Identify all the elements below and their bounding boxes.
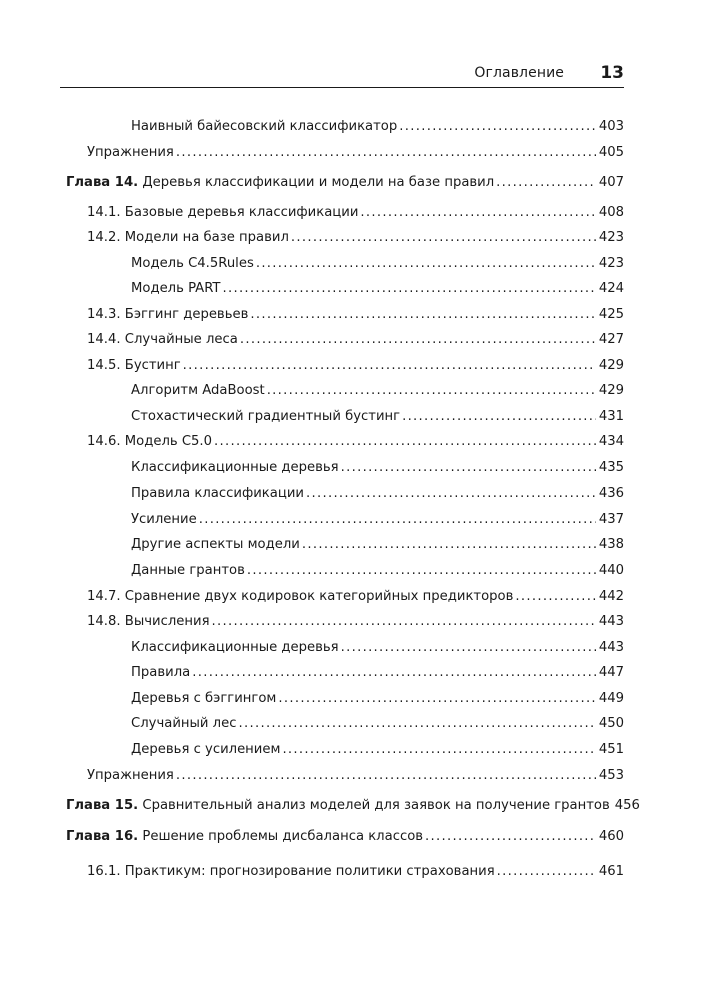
dot-leader xyxy=(497,864,596,880)
toc-entry-label xyxy=(131,383,265,399)
toc-entry-title: Другие аспекты модели xyxy=(131,537,300,552)
toc-entry[interactable] xyxy=(87,864,624,880)
toc-entry[interactable] xyxy=(66,175,624,191)
toc-entry-label xyxy=(87,434,212,450)
toc-entry-page: 434 xyxy=(598,434,624,449)
dot-leader xyxy=(341,460,596,476)
toc-entry-title: Стохастический градиентный бустинг xyxy=(131,409,401,424)
toc-entry-title: Модель C5.0 xyxy=(124,434,213,449)
toc-entry-title: Упражнения xyxy=(87,145,174,160)
toc-entry-label xyxy=(87,358,181,374)
toc-entry-title: Базовые деревья классификации xyxy=(124,205,359,220)
toc-entry-label xyxy=(87,864,495,880)
dot-leader xyxy=(176,768,596,784)
toc-entry-label xyxy=(131,691,276,707)
toc-entry[interactable] xyxy=(131,256,624,272)
toc-entry-title: Модель C4.5Rules xyxy=(131,256,254,271)
toc-entry[interactable] xyxy=(66,829,624,845)
section-number: 14.1. xyxy=(87,205,121,220)
dot-leader xyxy=(515,589,595,605)
toc-entry-title: Усиление xyxy=(131,512,197,527)
toc-entry[interactable] xyxy=(131,486,624,502)
toc-entry-label xyxy=(66,798,610,814)
chapter-prefix: Глава 15. xyxy=(66,798,139,813)
toc-entry-page: 429 xyxy=(598,358,624,373)
toc-entry-page: 449 xyxy=(598,691,624,706)
dot-leader xyxy=(240,332,596,348)
toc-entry-title: Сравнение двух кодировок категорийных предикторов xyxy=(124,589,514,604)
toc-entry-label xyxy=(131,460,339,476)
toc-entry-page: 438 xyxy=(598,537,624,552)
toc-entry-title: Правила классификации xyxy=(131,486,304,501)
toc-entry-label xyxy=(131,640,339,656)
toc-entry[interactable] xyxy=(87,145,624,161)
toc-entry[interactable] xyxy=(87,307,624,323)
chapter-prefix: Глава 14. xyxy=(66,175,139,190)
toc-entry-title: Сравнительный анализ моделей для заявок на получение грантов xyxy=(142,798,610,813)
dot-leader xyxy=(250,307,595,323)
toc-entry-label xyxy=(131,716,236,732)
toc-entry[interactable] xyxy=(131,563,624,579)
toc-entry-title: Данные грантов xyxy=(131,563,245,578)
dot-leader xyxy=(496,175,596,191)
toc-entry-title: Решение проблемы дисбаланса классов xyxy=(142,829,424,844)
dot-leader xyxy=(341,640,596,656)
toc-entry-page: 440 xyxy=(598,563,624,578)
dot-leader xyxy=(302,537,596,553)
toc-entry-title: Деревья с бэггингом xyxy=(131,691,277,706)
toc-entry-page: 460 xyxy=(598,829,624,844)
header-rule xyxy=(60,87,624,88)
toc-entry-page: 431 xyxy=(598,409,624,424)
toc-entry[interactable] xyxy=(131,691,624,707)
toc-entry-title: Практикум: прогнозирование политики страхования xyxy=(124,864,495,879)
toc-entry-title: Модели на базе правил xyxy=(124,230,289,245)
dot-leader xyxy=(212,614,596,630)
toc-entry-page: 405 xyxy=(598,145,624,160)
toc-entry-page: 427 xyxy=(598,332,624,347)
toc-entry-title: Упражнения xyxy=(87,768,174,783)
dot-leader xyxy=(267,383,596,399)
toc-entry-title: Вычисления xyxy=(124,614,210,629)
toc-entry[interactable] xyxy=(87,768,624,784)
toc-entry-page: 429 xyxy=(598,383,624,398)
toc-entry-title: Классификационные деревья xyxy=(131,640,339,655)
section-number: 14.2. xyxy=(87,230,121,245)
toc-entry-label xyxy=(87,589,513,605)
toc-entry-page: 424 xyxy=(598,281,624,296)
toc-entry[interactable] xyxy=(131,281,624,297)
dot-leader xyxy=(306,486,596,502)
toc-entry-page: 423 xyxy=(598,230,624,245)
dot-leader xyxy=(192,665,596,681)
toc-entry-page: 450 xyxy=(598,716,624,731)
toc-entry-title: Классификационные деревья xyxy=(131,460,339,475)
toc-entry-label xyxy=(87,307,248,323)
toc-entry[interactable] xyxy=(87,230,624,246)
toc-entry-page: 442 xyxy=(598,589,624,604)
dot-leader xyxy=(214,434,596,450)
toc-entry-label xyxy=(131,119,397,135)
dot-leader xyxy=(222,281,595,297)
toc-entry[interactable] xyxy=(131,119,624,135)
toc-entry-title: Алгоритм AdaBoost xyxy=(131,383,265,398)
dot-leader xyxy=(425,829,596,845)
toc-entry[interactable] xyxy=(131,512,624,528)
toc-entry-label xyxy=(87,205,358,221)
toc-entry-page: 437 xyxy=(598,512,624,527)
section-number: 16.1. xyxy=(87,864,121,879)
toc-entry[interactable] xyxy=(87,205,624,221)
toc-entry[interactable] xyxy=(131,409,624,425)
dot-leader xyxy=(360,205,595,221)
dot-leader xyxy=(238,716,595,732)
toc-entry[interactable] xyxy=(87,434,624,450)
toc-entry-title: Бэггинг деревьев xyxy=(124,307,249,322)
dot-leader xyxy=(402,409,596,425)
toc-entry[interactable] xyxy=(131,460,624,476)
toc-entry-label xyxy=(87,614,210,630)
toc-entry-page: 408 xyxy=(598,205,624,220)
toc-entry-page: 447 xyxy=(598,665,624,680)
toc-entry-page: 456 xyxy=(614,798,640,813)
toc-entry[interactable] xyxy=(131,640,624,656)
toc-entry-page: 443 xyxy=(598,640,624,655)
toc-entry[interactable] xyxy=(87,589,624,605)
toc-entry-page: 436 xyxy=(598,486,624,501)
dot-leader xyxy=(278,691,595,707)
toc-entry[interactable] xyxy=(87,332,624,348)
dot-leader xyxy=(291,230,596,246)
toc-entry-title: Наивный байесовский классификатор xyxy=(131,119,398,134)
toc-entry-label xyxy=(87,145,174,161)
toc-entry[interactable] xyxy=(87,614,624,630)
dot-leader xyxy=(247,563,596,579)
toc-entry-label xyxy=(131,537,300,553)
dot-leader xyxy=(399,119,596,135)
toc-entry-page: 453 xyxy=(598,768,624,783)
toc-entry[interactable] xyxy=(131,665,624,681)
toc-entry[interactable] xyxy=(66,798,640,814)
header-page-number: 13 xyxy=(600,63,624,83)
toc-entry-label xyxy=(87,230,289,246)
toc-entry-page: 403 xyxy=(598,119,624,134)
running-header xyxy=(60,62,624,86)
dot-leader xyxy=(183,358,596,374)
toc-entry-title: Деревья с усилением xyxy=(131,742,281,757)
header-title: Оглавление xyxy=(474,65,564,81)
dot-leader xyxy=(199,512,596,528)
toc-entry[interactable] xyxy=(131,383,624,399)
toc-entry[interactable] xyxy=(131,537,624,553)
toc-entry-page: 435 xyxy=(598,460,624,475)
toc-entry-label xyxy=(66,829,423,845)
toc-entry[interactable] xyxy=(131,716,624,732)
section-number: 14.8. xyxy=(87,614,121,629)
toc-entry-label xyxy=(131,409,400,425)
toc-entry-title: Случайные леса xyxy=(124,332,238,347)
toc-entry-title: Бустинг xyxy=(124,358,181,373)
toc-entry-page: 425 xyxy=(598,307,624,322)
section-number: 14.7. xyxy=(87,589,121,604)
section-number: 14.3. xyxy=(87,307,121,322)
section-number: 14.5. xyxy=(87,358,121,373)
toc-entry-page: 407 xyxy=(598,175,624,190)
toc-entry-title: Случайный лес xyxy=(131,716,237,731)
toc-entry[interactable] xyxy=(87,358,624,374)
toc-entry-label xyxy=(66,175,494,191)
toc-entry-page: 451 xyxy=(598,742,624,757)
toc-entry-label xyxy=(131,281,220,297)
toc-entry-title: Модель PART xyxy=(131,281,221,296)
toc-entry-title: Деревья классификации и модели на базе правил xyxy=(142,175,495,190)
toc-entry-page: 461 xyxy=(598,864,624,879)
toc-entry-label xyxy=(87,332,238,348)
section-number: 14.4. xyxy=(87,332,121,347)
toc-entry-page: 443 xyxy=(598,614,624,629)
toc-entry-page: 423 xyxy=(598,256,624,271)
toc-entry-title: Правила xyxy=(131,665,191,680)
dot-leader xyxy=(282,742,595,758)
chapter-prefix: Глава 16. xyxy=(66,829,139,844)
toc-entry-label xyxy=(131,563,245,579)
section-number: 14.6. xyxy=(87,434,121,449)
toc-entry-label xyxy=(131,665,190,681)
toc-entry-label xyxy=(131,512,197,528)
toc-entry[interactable] xyxy=(131,742,624,758)
toc-entry-label xyxy=(131,742,280,758)
dot-leader xyxy=(256,256,596,272)
toc-entry-label xyxy=(131,256,254,272)
toc-entry-label xyxy=(87,768,174,784)
dot-leader xyxy=(176,145,596,161)
toc-entry-label xyxy=(131,486,304,502)
